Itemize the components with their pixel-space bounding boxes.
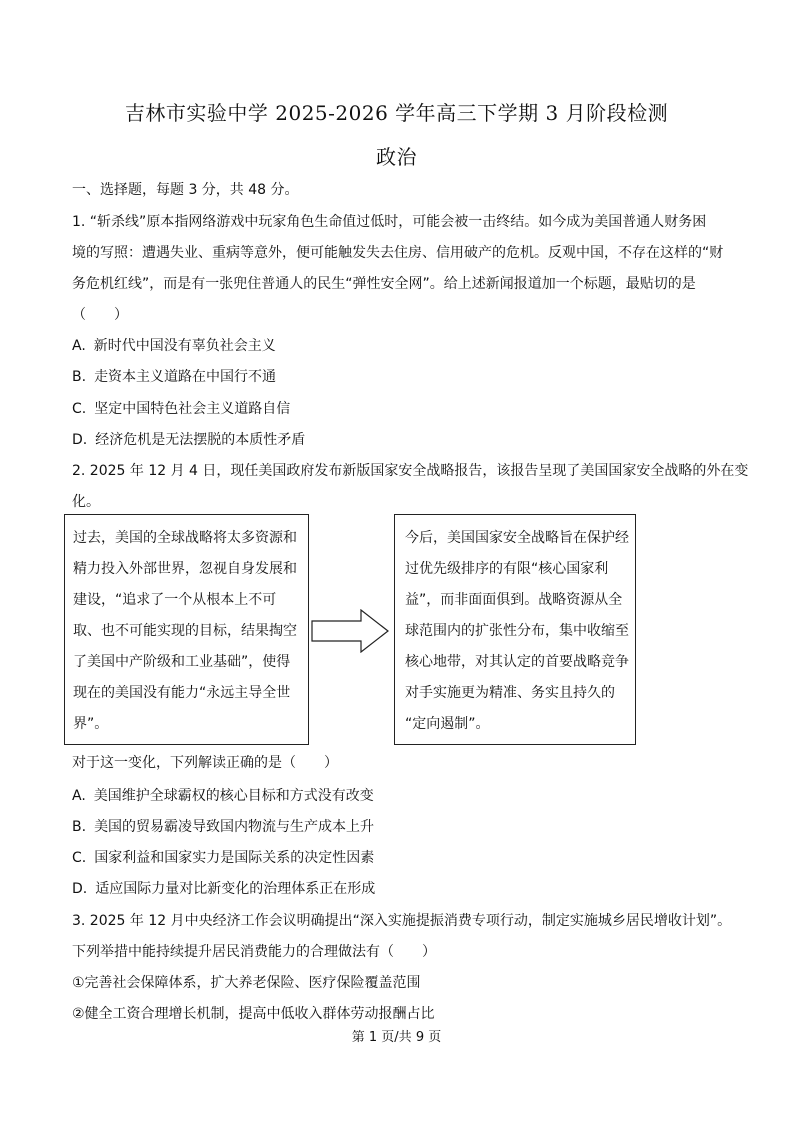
q2-option-b[interactable] — [72, 816, 374, 836]
subject-title: 政治 — [376, 145, 417, 169]
section-heading: 一、选择题，每题 3 分，共 48 分。 — [72, 182, 299, 198]
q3-stem-line: 下列举措中能持续提升居民消费能力的合理做法有（ ） — [72, 944, 436, 960]
right-arrow-icon — [311, 609, 389, 653]
box-line: 核心地带，对其认定的首要战略竞争 — [405, 654, 629, 670]
exam-title: 吉林市实验中学 2025-2026 学年高三下学期 3 月阶段检测 — [124, 101, 669, 125]
option-letter: D. — [72, 432, 88, 448]
box-line: 界”。 — [73, 716, 109, 732]
option-letter: A. — [72, 788, 86, 804]
q3-stem-line: 3. 2025 年 12 月中央经济工作会议明确提出“深入实施提振消费专项行动，制定实施城乡居民增收计划”。 — [72, 913, 732, 929]
option-letter: A. — [72, 338, 86, 354]
box-line: 现在的美国没有能力“永远主导全世 — [73, 685, 291, 701]
box-line: “定向遏制”。 — [405, 716, 490, 732]
box-line: 今后，美国国家安全战略旨在保护经 — [405, 530, 629, 546]
option-text: 美国维护全球霸权的核心目标和方式没有改变 — [93, 788, 374, 804]
page-number: 第 1 页/共 9 页 — [351, 1030, 442, 1045]
q1-option-a[interactable] — [72, 335, 276, 355]
q2-stem-line: 化。 — [72, 494, 100, 510]
option-text: 国家利益和国家实力是国际关系的决定性因素 — [94, 850, 375, 866]
option-letter: C. — [72, 850, 87, 866]
q2-option-c[interactable] — [72, 847, 374, 867]
option-letter: B. — [72, 819, 87, 835]
q1-option-b[interactable] — [72, 366, 276, 386]
option-text: 美国的贸易霸凌导致国内物流与生产成本上升 — [94, 819, 375, 835]
q1-stem-line: 务危机红线”，而是有一张兜住普通人的民生“弹性安全网”。给上述新闻报道加一个标题，最贴切的是 — [72, 276, 696, 292]
q2-option-a[interactable] — [72, 785, 374, 805]
q2-stem-line: 2. 2025 年 12 月 4 日，现任美国政府发布新版国家安全战略报告，该报告呈现了美国国家安全战略的外在变 — [72, 463, 749, 479]
box-line: 益”，而非面面俱到。战略资源从全 — [405, 592, 623, 608]
q1-option-d[interactable] — [72, 429, 305, 449]
q1-answer-blank: （ ） — [72, 307, 128, 323]
q1-option-c[interactable] — [72, 398, 290, 418]
q3-item: ②健全工资合理增长机制，提高中低收入群体劳动报酬占比 — [72, 1006, 435, 1022]
option-letter: D. — [72, 881, 88, 897]
box-line: 取、也不可能实现的目标，结果掏空 — [73, 623, 297, 639]
box-line: 球范围内的扩张性分布，集中收缩至 — [405, 623, 629, 639]
box-line: 建设，“追求了一个从根本上不可 — [73, 592, 277, 608]
q2-option-d[interactable] — [72, 878, 375, 898]
q2-future-strategy-box — [394, 514, 636, 745]
q1-stem-line: 境的写照：遭遇失业、重病等意外，便可能触发失去住房、信用破产的危机。反观中国，不存在这样的“财 — [72, 245, 724, 261]
option-text: 新时代中国没有辜负社会主义 — [93, 338, 276, 354]
option-text: 走资本主义道路在中国行不通 — [94, 369, 277, 385]
option-letter: C. — [72, 401, 87, 417]
box-line: 对手实施更为精准、务实且持久的 — [405, 685, 615, 701]
q2-past-strategy-box — [64, 514, 309, 745]
box-line: 了美国中产阶级和工业基础”，使得 — [73, 654, 291, 670]
q3-item: ①完善社会保障体系，扩大养老保险、医疗保险覆盖范围 — [72, 975, 421, 991]
option-text: 坚定中国特色社会主义道路自信 — [94, 401, 291, 417]
option-text: 经济危机是无法摆脱的本质性矛盾 — [95, 432, 306, 448]
box-line: 过去，美国的全球战略将太多资源和 — [73, 530, 297, 546]
box-line: 过优先级排序的有限“核心国家利 — [405, 561, 609, 577]
q2-prompt: 对于这一变化，下列解读正确的是（ ） — [72, 755, 338, 771]
q1-stem-line: 1. “斩杀线”原本指网络游戏中玩家角色生命值过低时，可能会被一击终结。如今成为美国普通人财务困 — [72, 214, 707, 230]
box-line: 精力投入外部世界，忽视自身发展和 — [73, 561, 297, 577]
option-text: 适应国际力量对比新变化的治理体系正在形成 — [95, 881, 376, 897]
option-letter: B. — [72, 369, 87, 385]
